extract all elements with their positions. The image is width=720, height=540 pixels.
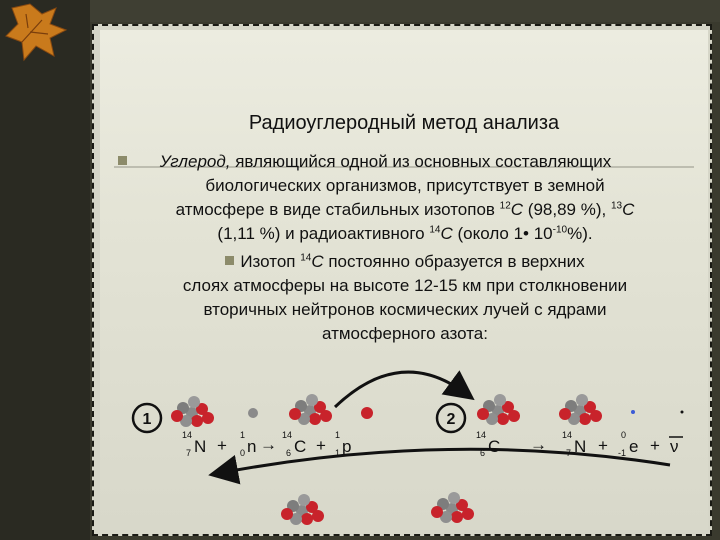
slide-title: Радиоуглеродный метод анализа <box>248 112 560 134</box>
mass-number: 14 <box>562 430 573 440</box>
text-fragment: Изотоп <box>240 252 301 271</box>
plus-sign: + <box>217 436 227 455</box>
paragraph-line: атмосферного азота: <box>322 324 488 343</box>
mass-number: 14 <box>282 430 293 440</box>
carbon-nucleus-icon <box>281 494 324 525</box>
atomic-number: -1 <box>618 448 627 458</box>
text-fragment: (около 1• 10 <box>452 224 553 243</box>
element-symbol: p <box>342 437 352 456</box>
mass-number: 0 <box>621 430 627 440</box>
electron-icon <box>631 410 635 414</box>
plus-sign: + <box>650 436 660 455</box>
paragraph-line <box>110 222 700 246</box>
equation-nitrogen-capture <box>182 430 351 458</box>
paragraph-line <box>110 150 700 174</box>
paragraph-line: слоях атмосферы на высоте 12-15 км при столкновении <box>182 276 628 295</box>
carbon-nucleus-icon <box>477 394 520 425</box>
element-symbol: C <box>622 200 635 219</box>
proton-icon <box>361 407 373 419</box>
text-fragment: постоянно образуется в верхних <box>323 252 585 271</box>
paragraph-carbon <box>110 150 700 246</box>
element-symbol: e <box>629 437 639 456</box>
mass-number: 1 <box>335 430 341 440</box>
atomic-number: 1 <box>335 448 341 458</box>
neutrino-symbol: ν <box>670 437 679 456</box>
mass-number: 14 <box>476 430 487 440</box>
paragraph-line: вторичных нейтронов космических лучей с ядрами <box>203 300 607 319</box>
element-symbol: C <box>510 200 524 219</box>
neutron-icon <box>248 408 258 418</box>
step-number: 2 <box>446 411 456 428</box>
carbon-nucleus-icon <box>289 394 332 425</box>
nitrogen-nucleus-icon <box>171 396 214 427</box>
element-symbol: C <box>440 224 453 243</box>
bullet-icon <box>118 156 127 165</box>
text-fragment: %). <box>567 224 593 243</box>
text-fragment: являющийся одной из основных составляющих <box>230 152 612 171</box>
reaction-diagram <box>110 355 710 540</box>
paragraph-line <box>120 250 690 274</box>
element-symbol: n <box>247 437 257 456</box>
mass-number: 14 <box>182 430 193 440</box>
plus-sign: + <box>598 436 608 455</box>
paragraph-isotope <box>120 250 690 346</box>
bullet-icon <box>225 256 234 265</box>
element-symbol: N <box>574 437 587 456</box>
atomic-number: 6 <box>286 448 292 458</box>
element-symbol: C <box>311 252 324 271</box>
top-bar <box>0 0 720 22</box>
autumn-leaf-icon <box>0 0 80 70</box>
plus-sign: + <box>316 436 326 455</box>
atomic-number: 7 <box>566 448 572 458</box>
equation-beta-decay <box>476 430 683 458</box>
step-number: 1 <box>142 411 152 428</box>
element-symbol: N <box>194 437 207 456</box>
paragraph-line: биологических организмов, присутствует в земной <box>205 176 605 195</box>
reaction-arrow: → <box>530 435 547 454</box>
text-fragment: атмосфере в виде стабильных изотопов <box>175 200 500 219</box>
term-carbon: Углерод, <box>159 152 231 171</box>
isotope-mass: 14 <box>429 224 441 236</box>
atomic-number: 6 <box>480 448 486 458</box>
mass-number: 1 <box>240 430 246 440</box>
reaction-arrow: → <box>260 435 277 454</box>
element-symbol: C <box>294 437 307 456</box>
text-fragment: (1,11 %) и радиоактивного <box>217 224 430 243</box>
antineutrino-icon <box>681 411 684 414</box>
text-fragment: (98,89 %), <box>523 200 611 219</box>
isotope-mass: 14 <box>300 252 312 264</box>
atomic-number: 7 <box>186 448 192 458</box>
nitrogen-nucleus-icon <box>431 492 474 523</box>
exponent: -10 <box>552 224 568 236</box>
nitrogen-nucleus-icon <box>559 394 602 425</box>
left-decor-bar <box>0 0 90 540</box>
isotope-mass: 12 <box>499 200 511 212</box>
isotope-mass: 13 <box>610 200 623 212</box>
element-symbol: C <box>488 437 501 456</box>
atomic-number: 0 <box>240 448 246 458</box>
paragraph-line <box>110 198 700 222</box>
